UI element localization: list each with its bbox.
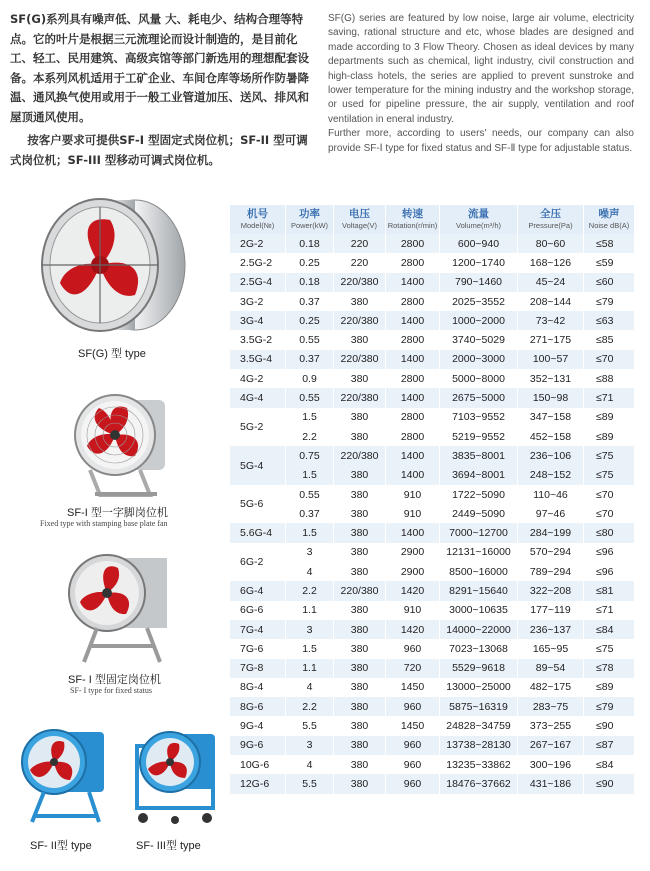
table-row — [229, 388, 634, 407]
voltage-cell: 380 — [333, 659, 385, 678]
rotation-cell: 2800 — [385, 369, 439, 388]
caption-sfg: SF(G) 型 type — [78, 348, 146, 360]
model-cell: 8G-6 — [229, 697, 285, 716]
noise-cell: ≤70 — [583, 485, 634, 504]
pressure-cell: 267~167 — [517, 736, 583, 755]
column-header-en: Voltage(V) — [341, 221, 378, 230]
rotation-cell: 960 — [385, 774, 439, 793]
power-cell: 4 — [285, 678, 333, 697]
volume-cell: 13235~33862 — [439, 755, 517, 774]
table-row — [229, 523, 634, 542]
model-cell: 6G-4 — [229, 581, 285, 600]
pressure-cell: 283~75 — [517, 697, 583, 716]
model-cell: 3.5G-2 — [229, 330, 285, 349]
volume-cell: 5875~16319 — [439, 697, 517, 716]
spec-table — [229, 205, 634, 794]
column-header-cn: 转速 — [402, 208, 423, 220]
power-cell: 0.18 — [285, 273, 333, 292]
noise-cell: ≤75 — [583, 639, 634, 658]
voltage-cell: 380 — [333, 755, 385, 774]
power-cell: 1.5 — [285, 639, 333, 658]
table-row — [229, 446, 634, 465]
voltage-cell: 220/380 — [333, 581, 385, 600]
column-header-en: Power(kW) — [290, 221, 329, 230]
intro-en-paragraph-1: SF(G) series are featured by low noise, large air volume, electricity saving, rational structure and etc, whose blades are designed and made according to 3 Flow Theory. Chosen as ideal devices by many departments such as chemical, light industry, civil construction and high-class hotels, the series are applied to prevent sunstroke and lower temperature for the mining industry and the workshop storage, or used for pipeline pressure, the air supply, ventilation and roof ventilation in eneral industry. — [328, 13, 634, 125]
model-cell: 4G-4 — [229, 388, 285, 407]
table-row — [229, 659, 634, 678]
rotation-cell: 2900 — [385, 543, 439, 562]
power-cell: 1.1 — [285, 601, 333, 620]
pressure-cell: 80~60 — [517, 234, 583, 253]
power-cell: 1.5 — [285, 408, 333, 427]
pressure-cell: 271~175 — [517, 330, 583, 349]
volume-cell: 3000~10635 — [439, 601, 517, 620]
noise-cell: ≤90 — [583, 774, 634, 793]
power-cell: 2.2 — [285, 581, 333, 600]
voltage-cell: 220/380 — [333, 311, 385, 330]
power-cell: 0.18 — [285, 234, 333, 253]
voltage-cell: 380 — [333, 485, 385, 504]
table-row — [229, 504, 634, 523]
noise-cell: ≤89 — [583, 427, 634, 446]
model-cell: 7G-8 — [229, 659, 285, 678]
table-row — [229, 774, 634, 793]
rotation-cell: 1420 — [385, 620, 439, 639]
pressure-cell: 73~42 — [517, 311, 583, 330]
table-row — [229, 292, 634, 311]
caption-sf1-fixed-en: SF- I type for fixed status — [70, 686, 152, 695]
pressure-cell: 100~57 — [517, 350, 583, 369]
rotation-cell: 720 — [385, 659, 439, 678]
table-row — [229, 543, 634, 562]
model-cell: 3G-4 — [229, 311, 285, 330]
pressure-cell: 236~137 — [517, 620, 583, 639]
caption-sf2: SF- II型 type — [30, 840, 92, 852]
power-cell: 3 — [285, 543, 333, 562]
table-row — [229, 350, 634, 369]
rotation-cell: 910 — [385, 504, 439, 523]
power-cell: 0.55 — [285, 388, 333, 407]
rotation-cell: 1400 — [385, 523, 439, 542]
power-cell: 0.25 — [285, 311, 333, 330]
voltage-cell: 380 — [333, 427, 385, 446]
pressure-cell: 177~119 — [517, 601, 583, 620]
column-header — [333, 205, 385, 234]
noise-cell: ≤84 — [583, 620, 634, 639]
noise-cell: ≤58 — [583, 234, 634, 253]
model-cell: 3G-2 — [229, 292, 285, 311]
volume-cell: 600~940 — [439, 234, 517, 253]
voltage-cell: 380 — [333, 736, 385, 755]
volume-cell: 5000~8000 — [439, 369, 517, 388]
volume-cell: 8291~15640 — [439, 581, 517, 600]
voltage-cell: 220/380 — [333, 388, 385, 407]
pressure-cell: 45~24 — [517, 273, 583, 292]
rotation-cell: 1400 — [385, 446, 439, 465]
power-cell: 3 — [285, 736, 333, 755]
table-row — [229, 716, 634, 735]
volume-cell: 3694~8001 — [439, 466, 517, 485]
rotation-cell: 1400 — [385, 388, 439, 407]
volume-cell: 13000~25000 — [439, 678, 517, 697]
voltage-cell: 380 — [333, 330, 385, 349]
pressure-cell: 284~199 — [517, 523, 583, 542]
volume-cell: 12131~16000 — [439, 543, 517, 562]
column-header — [229, 205, 285, 234]
model-cell: 6G-2 — [229, 543, 285, 582]
volume-cell: 2449~5090 — [439, 504, 517, 523]
power-cell: 0.37 — [285, 350, 333, 369]
volume-cell: 7103~9552 — [439, 408, 517, 427]
rotation-cell: 2900 — [385, 562, 439, 581]
volume-cell: 8500~16000 — [439, 562, 517, 581]
voltage-cell: 380 — [333, 504, 385, 523]
rotation-cell: 2800 — [385, 234, 439, 253]
pressure-cell: 248~152 — [517, 466, 583, 485]
noise-cell: ≤70 — [583, 504, 634, 523]
voltage-cell: 380 — [333, 562, 385, 581]
table-row — [229, 736, 634, 755]
power-cell: 0.9 — [285, 369, 333, 388]
voltage-cell: 220/380 — [333, 446, 385, 465]
rotation-cell: 2800 — [385, 253, 439, 272]
pressure-cell: 208~144 — [517, 292, 583, 311]
voltage-cell: 380 — [333, 466, 385, 485]
power-cell: 0.55 — [285, 330, 333, 349]
rotation-cell: 910 — [385, 485, 439, 504]
table-row — [229, 581, 634, 600]
volume-cell: 3740~5029 — [439, 330, 517, 349]
noise-cell: ≤87 — [583, 736, 634, 755]
sf1-fixed-fan-image — [62, 550, 177, 665]
rotation-cell: 1400 — [385, 350, 439, 369]
intro-chinese — [10, 10, 310, 170]
voltage-cell: 380 — [333, 697, 385, 716]
table-row — [229, 562, 634, 581]
rotation-cell: 1420 — [385, 581, 439, 600]
rotation-cell: 2800 — [385, 408, 439, 427]
pressure-cell: 168~126 — [517, 253, 583, 272]
power-cell: 5.5 — [285, 716, 333, 735]
volume-cell: 14000~22000 — [439, 620, 517, 639]
noise-cell: ≤63 — [583, 311, 634, 330]
rotation-cell: 960 — [385, 697, 439, 716]
column-header-cn: 电压 — [349, 208, 370, 220]
pressure-cell: 97~46 — [517, 504, 583, 523]
volume-cell: 5529~9618 — [439, 659, 517, 678]
sf1-stamping-fan-image — [65, 390, 175, 500]
table-row — [229, 485, 634, 504]
table-row — [229, 311, 634, 330]
noise-cell: ≤89 — [583, 678, 634, 697]
intro-en-paragraph-2: Further more, according to users' needs, our company can also provide SF-Ⅰ type for fixed status and SF-Ⅱ type for adjustable status. — [328, 128, 634, 154]
volume-cell: 7000~12700 — [439, 523, 517, 542]
model-cell: 4G-2 — [229, 369, 285, 388]
volume-cell: 24828~34759 — [439, 716, 517, 735]
power-cell: 0.75 — [285, 446, 333, 465]
voltage-cell: 380 — [333, 543, 385, 562]
intro-cn-paragraph-2: 按客户要求可提供SF-I 型固定式岗位机；SF-II 型可调式岗位机；SF-III 型移动可调式岗位机。 — [10, 133, 308, 167]
power-cell: 0.25 — [285, 253, 333, 272]
voltage-cell: 380 — [333, 716, 385, 735]
caption-sf1-stamping-en: Fixed type with stamping base plate fan — [40, 519, 168, 528]
rotation-cell: 1450 — [385, 678, 439, 697]
rotation-cell: 1400 — [385, 466, 439, 485]
rotation-cell: 2800 — [385, 292, 439, 311]
noise-cell: ≤71 — [583, 601, 634, 620]
voltage-cell: 380 — [333, 292, 385, 311]
pressure-cell: 347~158 — [517, 408, 583, 427]
volume-cell: 2675~5000 — [439, 388, 517, 407]
column-header-cn: 流量 — [468, 208, 489, 220]
column-header — [517, 205, 583, 234]
table-row — [229, 678, 634, 697]
noise-cell: ≤85 — [583, 330, 634, 349]
model-cell: 5G-4 — [229, 446, 285, 485]
voltage-cell: 220/380 — [333, 273, 385, 292]
noise-cell: ≤71 — [583, 388, 634, 407]
column-header-en: Noise dB(A) — [588, 221, 630, 230]
rotation-cell: 1400 — [385, 273, 439, 292]
caption-sf3: SF- III型 type — [136, 840, 201, 852]
rotation-cell: 2800 — [385, 427, 439, 446]
table-row — [229, 755, 634, 774]
column-header-cn: 功率 — [299, 208, 320, 220]
column-header — [583, 205, 634, 234]
voltage-cell: 380 — [333, 639, 385, 658]
pressure-cell: 150~98 — [517, 388, 583, 407]
table-row — [229, 369, 634, 388]
pressure-cell: 452~158 — [517, 427, 583, 446]
power-cell: 1.5 — [285, 466, 333, 485]
model-cell: 2.5G-4 — [229, 273, 285, 292]
rotation-cell: 1400 — [385, 311, 439, 330]
pressure-cell: 352~131 — [517, 369, 583, 388]
volume-cell: 2000~3000 — [439, 350, 517, 369]
volume-cell: 1722~5090 — [439, 485, 517, 504]
model-cell: 5G-2 — [229, 408, 285, 447]
voltage-cell: 380 — [333, 678, 385, 697]
table-row — [229, 466, 634, 485]
noise-cell: ≤75 — [583, 466, 634, 485]
pressure-cell: 110~46 — [517, 485, 583, 504]
voltage-cell: 380 — [333, 601, 385, 620]
table-row — [229, 639, 634, 658]
table-row — [229, 273, 634, 292]
volume-cell: 1000~2000 — [439, 311, 517, 330]
voltage-cell: 380 — [333, 523, 385, 542]
table-row — [229, 620, 634, 639]
noise-cell: ≤70 — [583, 350, 634, 369]
intro-english — [328, 12, 634, 156]
power-cell: 0.37 — [285, 504, 333, 523]
pressure-cell: 570~294 — [517, 543, 583, 562]
rotation-cell: 960 — [385, 639, 439, 658]
column-header-cn: 噪声 — [598, 208, 620, 220]
volume-cell: 3835~8001 — [439, 446, 517, 465]
column-header — [439, 205, 517, 234]
voltage-cell: 380 — [333, 774, 385, 793]
column-header — [385, 205, 439, 234]
model-cell: 3.5G-4 — [229, 350, 285, 369]
voltage-cell: 220 — [333, 234, 385, 253]
noise-cell: ≤88 — [583, 369, 634, 388]
power-cell: 4 — [285, 755, 333, 774]
table-row — [229, 330, 634, 349]
power-cell: 5.5 — [285, 774, 333, 793]
voltage-cell: 380 — [333, 620, 385, 639]
intro-cn-paragraph-1: SF(G)系列具有噪声低、风量 大、耗电少、结构合理等特点。它的叶片是根据三元流理论而设计制造的，是目前化工、轻工、民用建筑、高级宾馆等部门新选用的理想配套设备。本系列风机适用于工矿企业、车间仓库等场所作防暑降温、通风换气使用或用于一般工业管道加压、送风、排风和屋顶通风使用。 — [10, 12, 309, 124]
column-header-cn: 全压 — [540, 208, 561, 220]
rotation-cell: 2800 — [385, 330, 439, 349]
noise-cell: ≤90 — [583, 716, 634, 735]
noise-cell: ≤84 — [583, 755, 634, 774]
table-row — [229, 697, 634, 716]
voltage-cell: 380 — [333, 408, 385, 427]
rotation-cell: 960 — [385, 755, 439, 774]
caption-sf1-fixed-cn: SF- I 型固定岗位机 — [68, 674, 161, 686]
power-cell: 1.1 — [285, 659, 333, 678]
caption-sf1-stamping-cn: SF-I 型一字脚岗位机 — [67, 507, 168, 519]
column-header-en: Volume(m³/h) — [455, 221, 501, 230]
pressure-cell: 482~175 — [517, 678, 583, 697]
noise-cell: ≤78 — [583, 659, 634, 678]
pressure-cell: 236~106 — [517, 446, 583, 465]
model-cell: 2.5G-2 — [229, 253, 285, 272]
table-header-row — [229, 205, 634, 234]
voltage-cell: 380 — [333, 369, 385, 388]
volume-cell: 2025~3552 — [439, 292, 517, 311]
model-cell: 9G-4 — [229, 716, 285, 735]
model-cell: 6G-6 — [229, 601, 285, 620]
sf3-fan-image — [125, 722, 225, 827]
volume-cell: 13738~28130 — [439, 736, 517, 755]
table-row — [229, 601, 634, 620]
sfg-fan-image — [40, 195, 190, 335]
pressure-cell: 789~294 — [517, 562, 583, 581]
rotation-cell: 960 — [385, 736, 439, 755]
voltage-cell: 220 — [333, 253, 385, 272]
noise-cell: ≤80 — [583, 523, 634, 542]
power-cell: 2.2 — [285, 427, 333, 446]
column-header-en: Rotation(r/min) — [387, 221, 438, 230]
column-header-en: Pressure(Pa) — [528, 221, 573, 230]
noise-cell: ≤96 — [583, 543, 634, 562]
pressure-cell: 322~208 — [517, 581, 583, 600]
model-cell: 2G-2 — [229, 234, 285, 253]
power-cell: 2.2 — [285, 697, 333, 716]
model-cell: 12G-6 — [229, 774, 285, 793]
rotation-cell: 910 — [385, 601, 439, 620]
model-cell: 8G-4 — [229, 678, 285, 697]
volume-cell: 5219~9552 — [439, 427, 517, 446]
noise-cell: ≤75 — [583, 446, 634, 465]
power-cell: 3 — [285, 620, 333, 639]
noise-cell: ≤60 — [583, 273, 634, 292]
model-cell: 5.6G-4 — [229, 523, 285, 542]
column-header-cn: 机号 — [247, 208, 268, 220]
model-cell: 7G-4 — [229, 620, 285, 639]
pressure-cell: 165~95 — [517, 639, 583, 658]
model-cell: 10G-6 — [229, 755, 285, 774]
power-cell: 0.55 — [285, 485, 333, 504]
table-row — [229, 408, 634, 427]
voltage-cell: 220/380 — [333, 350, 385, 369]
sf2-fan-image — [14, 722, 114, 827]
noise-cell: ≤79 — [583, 292, 634, 311]
noise-cell: ≤79 — [583, 697, 634, 716]
volume-cell: 18476~37662 — [439, 774, 517, 793]
noise-cell: ≤59 — [583, 253, 634, 272]
column-header-en: Model(№) — [240, 221, 275, 230]
pressure-cell: 431~186 — [517, 774, 583, 793]
power-cell: 0.37 — [285, 292, 333, 311]
noise-cell: ≤81 — [583, 581, 634, 600]
table-row — [229, 427, 634, 446]
rotation-cell: 1450 — [385, 716, 439, 735]
power-cell: 4 — [285, 562, 333, 581]
noise-cell: ≤96 — [583, 562, 634, 581]
model-cell: 7G-6 — [229, 639, 285, 658]
pressure-cell: 373~255 — [517, 716, 583, 735]
volume-cell: 1200~1740 — [439, 253, 517, 272]
model-cell: 9G-6 — [229, 736, 285, 755]
pressure-cell: 89~54 — [517, 659, 583, 678]
noise-cell: ≤89 — [583, 408, 634, 427]
pressure-cell: 300~196 — [517, 755, 583, 774]
volume-cell: 790~1460 — [439, 273, 517, 292]
volume-cell: 7023~13068 — [439, 639, 517, 658]
model-cell: 5G-6 — [229, 485, 285, 524]
table-row — [229, 234, 634, 253]
power-cell: 1.5 — [285, 523, 333, 542]
table-row — [229, 253, 634, 272]
column-header — [285, 205, 333, 234]
